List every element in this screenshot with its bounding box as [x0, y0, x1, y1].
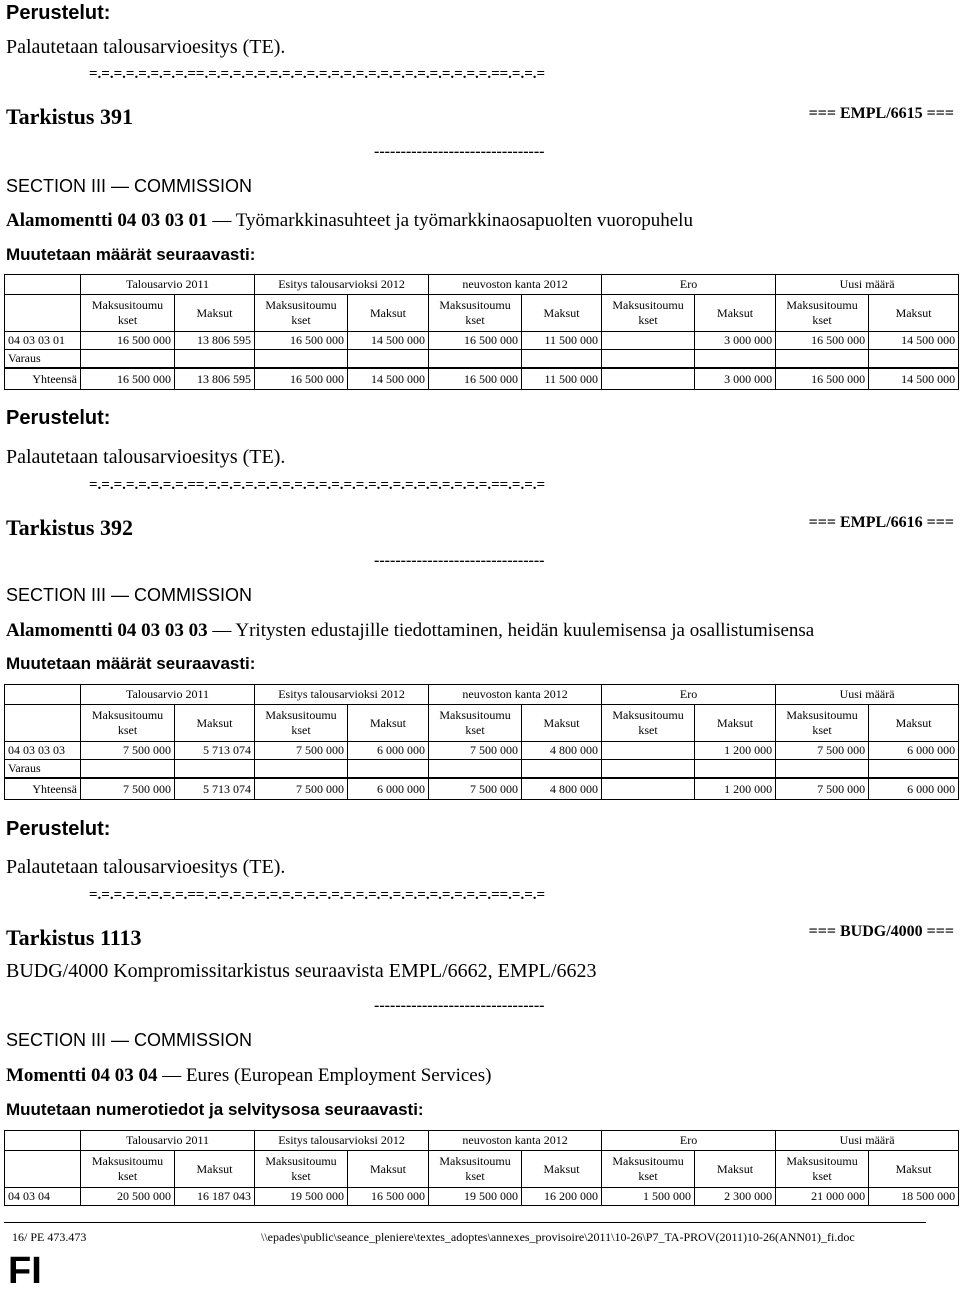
footer-page-ref: 16/ PE 473.473: [12, 1230, 87, 1244]
amendment-title: Tarkistus 1113: [6, 925, 142, 950]
change-instruction: Muutetaan numerotiedot ja selvitysosa seuraavasti:: [6, 1100, 424, 1119]
table-header-row: [5, 275, 959, 295]
cell: 7 500 000: [81, 778, 175, 800]
cell: 7 500 000: [255, 778, 348, 800]
budget-line-title: [6, 210, 693, 232]
table-total-row: [5, 368, 959, 390]
cell: 7 500 000: [776, 778, 869, 800]
amendment-code: === BUDG/4000 ===: [808, 923, 954, 940]
header-blank: [5, 1131, 81, 1151]
budget-line-title: [6, 620, 814, 642]
header-group: Uusi määrä: [776, 1131, 959, 1151]
cell: 19 500 000: [429, 1188, 522, 1206]
row-label: Yhteensä: [5, 368, 81, 390]
header-group: neuvoston kanta 2012: [429, 1131, 602, 1151]
header-blank: [5, 685, 81, 705]
budget-line-code: Momentti 04 03 04: [6, 1065, 158, 1086]
cell: 1 500 000: [602, 1188, 695, 1206]
budget-table: [4, 1130, 959, 1206]
change-instruction: Muutetaan määrät seuraavasti:: [6, 654, 256, 673]
change-instruction: Muutetaan määrät seuraavasti:: [6, 245, 256, 264]
header-group: Talousarvio 2011: [81, 685, 255, 705]
row-label: 04 03 03 03: [5, 742, 81, 760]
subheader-payments: Maksut: [348, 295, 429, 332]
perustelut-heading: Perustelut:: [6, 2, 111, 24]
table-row: [5, 742, 959, 760]
header-group: Ero: [602, 275, 776, 295]
table-row: [5, 1188, 959, 1206]
subheader-payments: Maksut: [175, 1151, 255, 1188]
amendment-code: === EMPL/6616 ===: [808, 514, 954, 531]
subheader-commitments: Maksusitoumu kset: [81, 1151, 175, 1188]
row-label: Varaus: [5, 760, 81, 779]
header-group: Uusi määrä: [776, 685, 959, 705]
cell: [602, 368, 695, 390]
budget-line-name: — Yritysten edustajille tiedottaminen, heidän kuulemisensa ja osallistumisensa: [207, 620, 815, 641]
language-code: FI: [8, 1250, 42, 1292]
cell: 4 800 000: [522, 742, 602, 760]
dash-line: --------------------------------: [374, 997, 545, 1014]
header-group: Talousarvio 2011: [81, 1131, 255, 1151]
table-header-row: [5, 685, 959, 705]
subheader-commitments: Maksusitoumu kset: [255, 1151, 348, 1188]
header-blank: [5, 705, 81, 742]
cell: 16 200 000: [522, 1188, 602, 1206]
subheader-commitments: Maksusitoumu kset: [776, 705, 869, 742]
subheader-commitments: Maksusitoumu kset: [81, 295, 175, 332]
header-blank: [5, 295, 81, 332]
header-blank: [5, 275, 81, 295]
subheader-commitments: Maksusitoumu kset: [776, 1151, 869, 1188]
cell: 14 500 000: [348, 368, 429, 390]
cell: 13 806 595: [175, 368, 255, 390]
subheader-commitments: Maksusitoumu kset: [602, 295, 695, 332]
subheader-payments: Maksut: [522, 705, 602, 742]
cell: 16 500 000: [255, 368, 348, 390]
cell: 1 200 000: [695, 778, 776, 800]
budget-line-name: — Eures (European Employment Services): [157, 1065, 492, 1086]
cell: 7 500 000: [81, 742, 175, 760]
header-blank: [5, 1151, 81, 1188]
cell: 21 000 000: [776, 1188, 869, 1206]
cell: 2 300 000: [695, 1188, 776, 1206]
row-label: Varaus: [5, 350, 81, 369]
subheader-payments: Maksut: [348, 1151, 429, 1188]
subheader-payments: Maksut: [522, 1151, 602, 1188]
budget-line-code: Alamomentti 04 03 03 03: [6, 620, 208, 641]
header-group: neuvoston kanta 2012: [429, 275, 602, 295]
header-group: Talousarvio 2011: [81, 275, 255, 295]
header-group: Esitys talousarvioksi 2012: [255, 275, 429, 295]
cell: 16 500 000: [255, 332, 348, 350]
cell: 3 000 000: [695, 332, 776, 350]
subheader-commitments: Maksusitoumu kset: [255, 295, 348, 332]
cell: 16 500 000: [81, 368, 175, 390]
perustelut-text: Palautetaan talousarvioesitys (TE).: [6, 446, 286, 468]
subheader-payments: Maksut: [869, 1151, 959, 1188]
subheader-commitments: Maksusitoumu kset: [429, 295, 522, 332]
budget-line-title: [6, 1065, 491, 1087]
subheader-payments: Maksut: [869, 705, 959, 742]
subheader-payments: Maksut: [869, 295, 959, 332]
cell: 7 500 000: [776, 742, 869, 760]
subheader-payments: Maksut: [348, 705, 429, 742]
subheader-payments: Maksut: [175, 705, 255, 742]
cell: 13 806 595: [175, 332, 255, 350]
amendment-code: === EMPL/6615 ===: [808, 105, 954, 122]
perustelut-text: Palautetaan talousarvioesitys (TE).: [6, 36, 286, 58]
separator-line: =.=.=.=.=.=.=.=.==.=.=.=.=.=.=.=.=.=.=.=.=.=.=.=.=.=.=.=.=.=.=.=.==.=.=.=: [89, 477, 546, 493]
cell: 6 000 000: [348, 742, 429, 760]
subheader-commitments: Maksusitoumu kset: [602, 705, 695, 742]
cell: 16 500 000: [429, 368, 522, 390]
subheader-payments: Maksut: [522, 295, 602, 332]
footer-divider: [4, 1222, 926, 1223]
section-title: SECTION III — COMMISSION: [6, 1030, 253, 1050]
subheader-commitments: Maksusitoumu kset: [429, 1151, 522, 1188]
cell: 16 500 000: [348, 1188, 429, 1206]
subheader-payments: Maksut: [695, 1151, 776, 1188]
header-group: neuvoston kanta 2012: [429, 685, 602, 705]
header-group: Ero: [602, 1131, 776, 1151]
table-header-row: [5, 1131, 959, 1151]
row-label: 04 03 04: [5, 1188, 81, 1206]
section-title: SECTION III — COMMISSION: [6, 585, 253, 605]
table-row: [5, 332, 959, 350]
cell: 11 500 000: [522, 368, 602, 390]
cell: 16 500 000: [429, 332, 522, 350]
table-subheader-row: [5, 295, 959, 332]
subheader-payments: Maksut: [695, 295, 776, 332]
header-group: Ero: [602, 685, 776, 705]
cell: 16 500 000: [776, 368, 869, 390]
cell: 14 500 000: [869, 368, 959, 390]
cell: 5 713 074: [175, 742, 255, 760]
cell: [602, 778, 695, 800]
cell: 16 500 000: [776, 332, 869, 350]
cell: 7 500 000: [429, 778, 522, 800]
cell: 6 000 000: [869, 742, 959, 760]
subheader-commitments: Maksusitoumu kset: [429, 705, 522, 742]
amendment-title: Tarkistus 392: [6, 515, 133, 540]
cell: 14 500 000: [869, 332, 959, 350]
cell: 4 800 000: [522, 778, 602, 800]
footer-file-path: \\epades\public\seance_pleniere\textes_adoptes\annexes_provisoire\2011\10-26\P7_TA-PROV(2011)10-26(ANN01)_fi.doc: [261, 1230, 855, 1244]
row-label: 04 03 03 01: [5, 332, 81, 350]
header-group: Uusi määrä: [776, 275, 959, 295]
subheader-commitments: Maksusitoumu kset: [255, 705, 348, 742]
cell: 19 500 000: [255, 1188, 348, 1206]
cell: [602, 742, 695, 760]
perustelut-heading: Perustelut:: [6, 407, 111, 429]
cell: 16 187 043: [175, 1188, 255, 1206]
header-group: Esitys talousarvioksi 2012: [255, 685, 429, 705]
row-label: Yhteensä: [5, 778, 81, 800]
perustelut-text: Palautetaan talousarvioesitys (TE).: [6, 856, 286, 878]
section-title: SECTION III — COMMISSION: [6, 176, 253, 196]
separator-line: =.=.=.=.=.=.=.=.==.=.=.=.=.=.=.=.=.=.=.=.=.=.=.=.=.=.=.=.=.=.=.=.==.=.=.=: [89, 887, 546, 903]
perustelut-heading: Perustelut:: [6, 818, 111, 840]
amendment-title: Tarkistus 391: [6, 104, 133, 129]
separator-line: =.=.=.=.=.=.=.=.==.=.=.=.=.=.=.=.=.=.=.=.=.=.=.=.=.=.=.=.=.=.=.=.==.=.=.=: [89, 66, 546, 82]
cell: 16 500 000: [81, 332, 175, 350]
dash-line: --------------------------------: [374, 143, 545, 160]
cell: 5 713 074: [175, 778, 255, 800]
subheader-payments: Maksut: [695, 705, 776, 742]
subheader-payments: Maksut: [175, 295, 255, 332]
table-total-row: [5, 778, 959, 800]
header-group: Esitys talousarvioksi 2012: [255, 1131, 429, 1151]
cell: 18 500 000: [869, 1188, 959, 1206]
budget-table: [4, 274, 959, 390]
subheader-commitments: Maksusitoumu kset: [81, 705, 175, 742]
budget-line-name: — Työmarkkinasuhteet ja työmarkkinaosapuolten vuoropuhelu: [207, 210, 693, 231]
budget-table: [4, 684, 959, 800]
cell: 3 000 000: [695, 368, 776, 390]
cell: 1 200 000: [695, 742, 776, 760]
subheader-commitments: Maksusitoumu kset: [602, 1151, 695, 1188]
cell: [602, 332, 695, 350]
subheader-commitments: Maksusitoumu kset: [776, 295, 869, 332]
budget-line-code: Alamomentti 04 03 03 01: [6, 210, 208, 231]
cell: 6 000 000: [348, 778, 429, 800]
cell: 20 500 000: [81, 1188, 175, 1206]
cell: 7 500 000: [429, 742, 522, 760]
table-row-reserve: [5, 350, 959, 369]
cell: 14 500 000: [348, 332, 429, 350]
cell: 11 500 000: [522, 332, 602, 350]
cell: 6 000 000: [869, 778, 959, 800]
table-row-reserve: [5, 760, 959, 779]
table-subheader-row: [5, 705, 959, 742]
amendment-subtitle: BUDG/4000 Kompromissitarkistus seuraavista EMPL/6662, EMPL/6623: [6, 960, 597, 982]
table-subheader-row: [5, 1151, 959, 1188]
cell: 7 500 000: [255, 742, 348, 760]
dash-line: --------------------------------: [374, 552, 545, 569]
